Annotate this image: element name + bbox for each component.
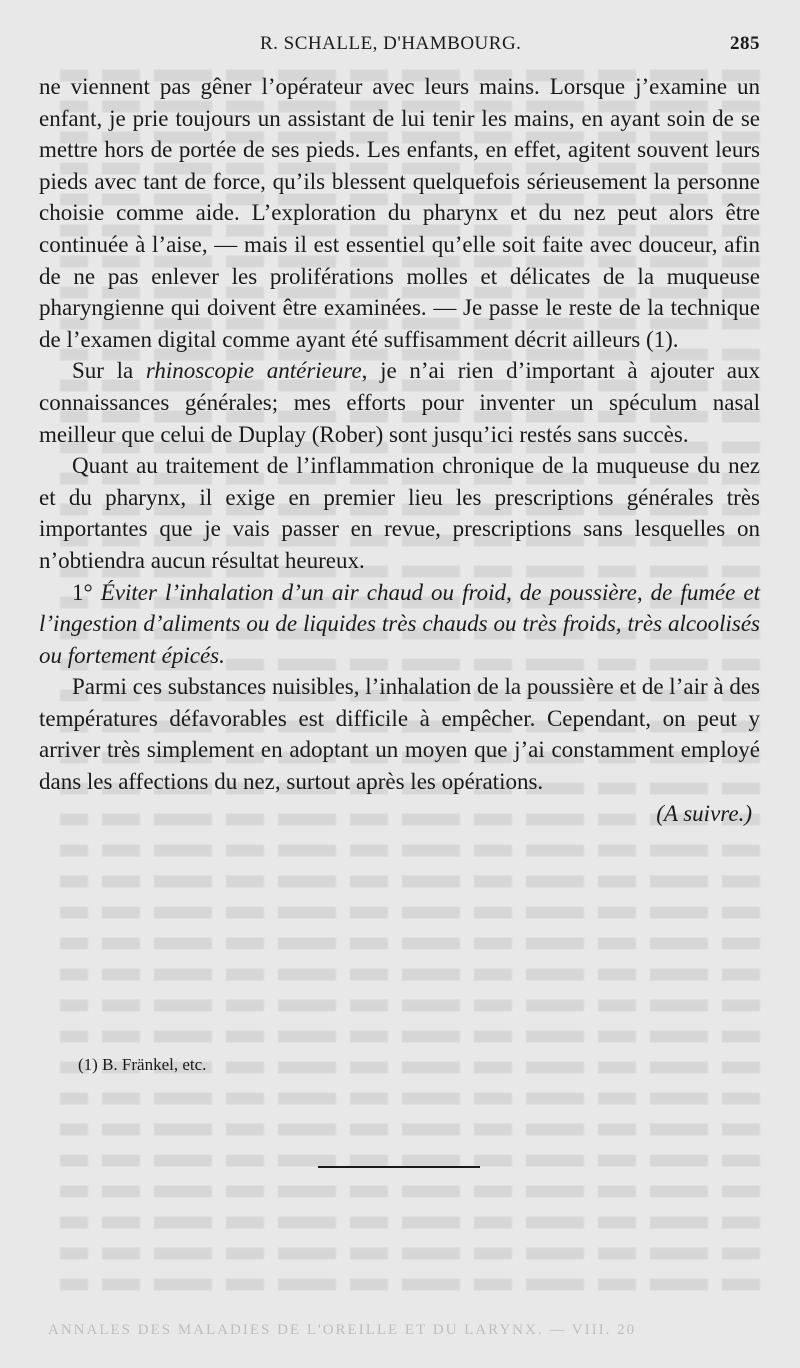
paragraph-3: Quant au traitement de l’inflammation chronique de la muqueuse du nez et du pharynx, il exige en premier lieu les prescriptions générales très importantes que je vais passer en revue, prescriptions sans lesquelles on n’obtiendra aucun résultat heureux. — [39, 453, 760, 573]
paragraph-4 — [39, 577, 760, 672]
paragraph-1: ne viennent pas gêner l’opérateur avec leurs mains. Lorsque j’examine un enfant, je prie toujours un assistant de lui tenir les mains, en ayant soin de se mettre hors de portée de ses pieds. Les enfants, en effet, agitent souvent leurs pieds avec tant de force, qu’ils blessent quelquefois sérieusement la personne choisie comme aide. L’exploration du pharynx et du nez peut alors être continuée à l’aise, — mais il est essentiel qu’elle soit faite avec douceur, afin de ne pas enlever les proliférations molles et délicates de la muqueuse pharyngienne qui doivent être examinées. — Je passe le reste de la technique de l’examen digital comme ayant été suffisamment décrit ailleurs (1). — [39, 74, 760, 352]
horizontal-rule — [318, 1166, 480, 1168]
page-number: 285 — [730, 33, 760, 54]
running-head — [40, 33, 760, 63]
paragraph-2-italic: rhinoscopie antérieure — [145, 358, 362, 384]
paragraph-4-italic: Éviter l’inhalation d’un air chaud ou froid, de poussière, de fumée et l’ingestion d’aliments ou de liquides très chauds ou très froids, très alcoolisés ou fortement épicés. — [39, 579, 760, 668]
body-text — [39, 71, 760, 829]
bleed-through-footer: ANNALES DES MALADIES DE L'OREILLE ET DU LARYNX. — VIII. 20 — [48, 1322, 637, 1338]
paragraph-2 — [39, 355, 760, 450]
to-be-continued-text: (A suivre.) — [656, 800, 752, 826]
footnote: (1) B. Fränkel, etc. — [78, 1055, 207, 1074]
paragraph-4-number: 1° — [72, 579, 101, 605]
paragraph-2-lead: Sur la — [72, 358, 146, 384]
paragraph-5: Parmi ces substances nuisibles, l’inhalation de la poussière et de l’air à des températures défavorables est difficile à empêcher. Cependant, on peut y arriver très simplement en adoptant un moyen que j’ai constamment employé dans les affections du nez, surtout après les opérations. — [39, 674, 760, 795]
to-be-continued — [39, 798, 760, 830]
paragraph-2-rest: , je n’ai rien d’important à ajouter aux connaissances générales; mes efforts pour inventer un spéculum nasal meilleur que celui de Duplay (Rober) sont jusqu’ici restés sans succès. — [39, 358, 760, 447]
running-head-title: R. SCHALLE, D'HAMBOURG. — [260, 33, 522, 54]
